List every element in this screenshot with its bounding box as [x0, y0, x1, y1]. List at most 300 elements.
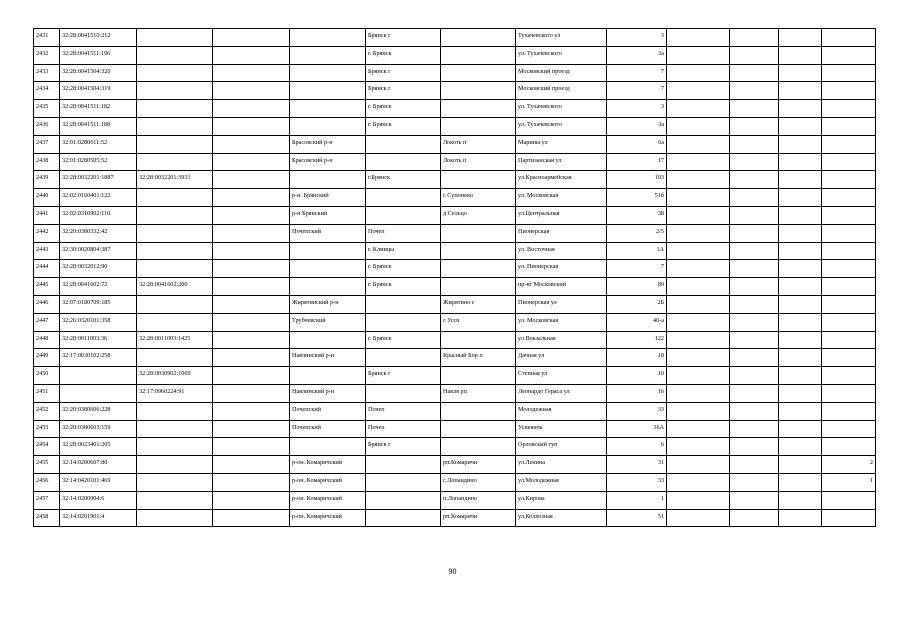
district-cell: р-он. Комаричский [290, 509, 366, 527]
row-number-cell: 2448 [34, 331, 60, 349]
cadastral-number-2-cell [137, 153, 213, 171]
house-number-cell: 33 [607, 473, 667, 491]
empty-cell [779, 171, 822, 189]
empty-cell [213, 82, 290, 100]
city-cell: г. Брянск [366, 278, 441, 296]
city-cell: Брянск г [366, 64, 441, 82]
empty-cell [213, 117, 290, 135]
empty-cell [213, 349, 290, 367]
settlement-cell [441, 331, 516, 349]
house-number-cell: 1А [607, 242, 667, 260]
district-cell: р-он. Комаричский [290, 456, 366, 474]
house-number-cell: 36А [607, 420, 667, 438]
street-cell: Усиевича [516, 420, 607, 438]
cadastral-number-2-cell: 32:28:0032201:3931 [137, 171, 213, 189]
cadastral-number-2-cell: 32:17:0960224:91 [137, 384, 213, 402]
district-cell: Трубчевский [290, 313, 366, 331]
house-number-cell: 7 [607, 260, 667, 278]
cadastral-number-cell: 32:28:0041504:319 [60, 82, 137, 100]
empty-cell [667, 64, 730, 82]
settlement-cell [441, 46, 516, 64]
settlement-cell [441, 278, 516, 296]
empty-cell [667, 189, 730, 207]
settlement-cell [441, 242, 516, 260]
table-row [34, 82, 876, 100]
row-number-cell: 2445 [34, 278, 60, 296]
empty-cell [730, 260, 779, 278]
house-number-cell: 17 [607, 153, 667, 171]
cadastral-number-2-cell [137, 420, 213, 438]
empty-cell [213, 367, 290, 385]
settlement-cell: д.Сельцо [441, 206, 516, 224]
street-cell: Молодежная [516, 402, 607, 420]
empty-cell [213, 420, 290, 438]
row-number-cell: 2439 [34, 171, 60, 189]
cadastral-number-cell: 32:14:0200904:6 [60, 491, 137, 509]
district-cell [290, 367, 366, 385]
district-cell [290, 331, 366, 349]
city-cell: Брянск г [366, 438, 441, 456]
house-number-cell: 89 [607, 278, 667, 296]
street-cell: ул.Ленина [516, 456, 607, 474]
table-row [34, 206, 876, 224]
city-cell: Почеп [366, 420, 441, 438]
street-cell: ул. Тухачевского [516, 46, 607, 64]
house-number-cell: 7 [607, 64, 667, 82]
settlement-cell: Жирятино с [441, 295, 516, 313]
extra-value-cell [822, 224, 876, 242]
city-cell [366, 491, 441, 509]
district-cell [290, 82, 366, 100]
city-cell: г. Брянск [366, 117, 441, 135]
extra-value-cell [822, 82, 876, 100]
empty-cell [667, 438, 730, 456]
district-cell: Брасовский р-н [290, 135, 366, 153]
city-cell: Брянск г [366, 82, 441, 100]
table-row [34, 491, 876, 509]
extra-value-cell [822, 260, 876, 278]
empty-cell [667, 100, 730, 118]
settlement-cell: рп.Комаричи [441, 456, 516, 474]
empty-cell [730, 29, 779, 47]
extra-value-cell [822, 117, 876, 135]
street-cell: Пионерская ул [516, 295, 607, 313]
cadastral-number-2-cell [137, 438, 213, 456]
city-cell [366, 153, 441, 171]
empty-cell [779, 384, 822, 402]
cadastral-number-2-cell [137, 473, 213, 491]
empty-cell [213, 402, 290, 420]
cadastral-number-2-cell [137, 46, 213, 64]
empty-cell [667, 491, 730, 509]
house-number-cell: 16 [607, 384, 667, 402]
empty-cell [779, 153, 822, 171]
empty-cell [667, 384, 730, 402]
cadastral-number-cell: 32:20:0380332:42 [60, 224, 137, 242]
city-cell [366, 473, 441, 491]
empty-cell [779, 456, 822, 474]
empty-cell [667, 473, 730, 491]
settlement-cell: с Супонево [441, 189, 516, 207]
house-number-cell: 38 [607, 206, 667, 224]
cadastral-number-cell: 32:28:0032012:90 [60, 260, 137, 278]
table-row [34, 224, 876, 242]
table-row [34, 509, 876, 527]
street-cell: ул.Кирова [516, 491, 607, 509]
district-cell [290, 64, 366, 82]
house-number-cell: 7 [607, 82, 667, 100]
row-number-cell: 2435 [34, 100, 60, 118]
settlement-cell [441, 420, 516, 438]
city-cell: Брянск г [366, 367, 441, 385]
registry-table [33, 28, 876, 527]
empty-cell [730, 82, 779, 100]
street-cell: Степная ул [516, 367, 607, 385]
empty-cell [667, 171, 730, 189]
row-number-cell: 2440 [34, 189, 60, 207]
cadastral-number-cell: 32:07:0180709:185 [60, 295, 137, 313]
empty-cell [779, 295, 822, 313]
empty-cell [730, 278, 779, 296]
empty-cell [779, 438, 822, 456]
extra-value-cell [822, 206, 876, 224]
row-number-cell: 2431 [34, 29, 60, 47]
empty-cell [667, 349, 730, 367]
street-cell: ул. Тухачевского [516, 117, 607, 135]
cadastral-number-2-cell [137, 491, 213, 509]
extra-value-cell [822, 384, 876, 402]
empty-cell [667, 242, 730, 260]
empty-cell [779, 402, 822, 420]
table-row [34, 331, 876, 349]
street-cell: ул.Вокзальная [516, 331, 607, 349]
cadastral-number-2-cell [137, 313, 213, 331]
empty-cell [730, 349, 779, 367]
city-cell: г. Брянск [366, 260, 441, 278]
empty-cell [213, 171, 290, 189]
empty-cell [213, 295, 290, 313]
empty-cell [213, 224, 290, 242]
row-number-cell: 2451 [34, 384, 60, 402]
street-cell: Пионерская [516, 224, 607, 242]
settlement-cell [441, 438, 516, 456]
cadastral-number-cell: 32:28:0023401:205 [60, 438, 137, 456]
row-number-cell: 2444 [34, 260, 60, 278]
extra-value-cell [822, 313, 876, 331]
cadastral-number-2-cell [137, 117, 213, 135]
empty-cell [667, 46, 730, 64]
house-number-cell: 3а [607, 46, 667, 64]
city-cell: г. Брянск [366, 331, 441, 349]
city-cell [366, 456, 441, 474]
table-row [34, 100, 876, 118]
house-number-cell: 10 [607, 367, 667, 385]
cadastral-number-cell: 32:28:0011003:36 [60, 331, 137, 349]
table-row [34, 64, 876, 82]
empty-cell [779, 64, 822, 82]
row-number-cell: 2442 [34, 224, 60, 242]
extra-value-cell [822, 438, 876, 456]
cadastral-number-cell: 32:14:0420101:469 [60, 473, 137, 491]
empty-cell [730, 331, 779, 349]
street-cell: Партизанская ул [516, 153, 607, 171]
empty-cell [779, 206, 822, 224]
street-cell: ул. Восточная [516, 242, 607, 260]
empty-cell [779, 135, 822, 153]
empty-cell [667, 206, 730, 224]
house-number-cell: 40-а [607, 313, 667, 331]
row-number-cell: 2453 [34, 420, 60, 438]
house-number-cell: 2Б [607, 295, 667, 313]
street-cell: ул. Московская [516, 189, 607, 207]
row-number-cell: 2438 [34, 153, 60, 171]
empty-cell [667, 367, 730, 385]
table-body [34, 29, 876, 527]
empty-cell [730, 189, 779, 207]
table-row [34, 402, 876, 420]
empty-cell [213, 29, 290, 47]
empty-cell [213, 456, 290, 474]
cadastral-number-2-cell: 32:28:0030902:1069 [137, 367, 213, 385]
row-number-cell: 2434 [34, 82, 60, 100]
cadastral-number-2-cell [137, 100, 213, 118]
extra-value-cell: 1 [822, 473, 876, 491]
street-cell: Орловский туп [516, 438, 607, 456]
settlement-cell [441, 82, 516, 100]
city-cell [366, 313, 441, 331]
extra-value-cell [822, 100, 876, 118]
empty-cell [730, 171, 779, 189]
empty-cell [730, 153, 779, 171]
settlement-cell: с.Лопандино [441, 473, 516, 491]
settlement-cell: рп.Комаричи [441, 509, 516, 527]
cadastral-number-cell: 32:02:0310902:110 [60, 206, 137, 224]
house-number-cell: 51б [607, 189, 667, 207]
empty-cell [779, 491, 822, 509]
cadastral-number-2-cell [137, 295, 213, 313]
district-cell [290, 100, 366, 118]
empty-cell [667, 331, 730, 349]
row-number-cell: 2447 [34, 313, 60, 331]
cadastral-number-2-cell [137, 224, 213, 242]
extra-value-cell: 2 [822, 456, 876, 474]
empty-cell [779, 278, 822, 296]
row-number-cell: 2441 [34, 206, 60, 224]
empty-cell [667, 29, 730, 47]
extra-value-cell [822, 491, 876, 509]
cadastral-number-cell: 32:28:0041504:320 [60, 64, 137, 82]
table-row [34, 260, 876, 278]
city-cell: Почеп [366, 402, 441, 420]
row-number-cell: 2436 [34, 117, 60, 135]
empty-cell [779, 242, 822, 260]
extra-value-cell [822, 153, 876, 171]
settlement-cell [441, 64, 516, 82]
settlement-cell [441, 224, 516, 242]
street-cell: Тухачевского ул [516, 29, 607, 47]
cadastral-number-2-cell [137, 29, 213, 47]
settlement-cell: с Усох [441, 313, 516, 331]
cadastral-number-cell: 32:20:0380603:159 [60, 420, 137, 438]
district-cell: Почепский [290, 420, 366, 438]
empty-cell [730, 135, 779, 153]
house-number-cell: 103 [607, 171, 667, 189]
row-number-cell: 2454 [34, 438, 60, 456]
cadastral-number-cell: 32:20:0380606:228 [60, 402, 137, 420]
cadastral-number-2-cell: 32:28:0011003:1425 [137, 331, 213, 349]
empty-cell [213, 153, 290, 171]
row-number-cell: 2446 [34, 295, 60, 313]
table-row [34, 117, 876, 135]
house-number-cell: 6 [607, 438, 667, 456]
district-cell [290, 438, 366, 456]
empty-cell [779, 224, 822, 242]
settlement-cell: Красный Бор п [441, 349, 516, 367]
street-cell: ул.Центральная [516, 206, 607, 224]
city-cell [366, 509, 441, 527]
cadastral-number-cell: 32:26:0320101:358 [60, 313, 137, 331]
district-cell: р-он. Комаричский [290, 473, 366, 491]
empty-cell [730, 456, 779, 474]
settlement-cell: Локоть п [441, 135, 516, 153]
row-number-cell: 2455 [34, 456, 60, 474]
empty-cell [779, 349, 822, 367]
extra-value-cell [822, 509, 876, 527]
empty-cell [213, 135, 290, 153]
extra-value-cell [822, 29, 876, 47]
cadastral-number-2-cell [137, 509, 213, 527]
empty-cell [667, 456, 730, 474]
row-number-cell: 2443 [34, 242, 60, 260]
empty-cell [667, 402, 730, 420]
district-cell [290, 171, 366, 189]
district-cell [290, 46, 366, 64]
empty-cell [779, 420, 822, 438]
empty-cell [779, 260, 822, 278]
cadastral-number-cell: 32:28:0041602:72 [60, 278, 137, 296]
street-cell: пр-кт Московский [516, 278, 607, 296]
empty-cell [213, 278, 290, 296]
city-cell: г. Брянск [366, 100, 441, 118]
cadastral-number-2-cell [137, 242, 213, 260]
city-cell [366, 295, 441, 313]
empty-cell [667, 260, 730, 278]
extra-value-cell [822, 171, 876, 189]
city-cell: Брянск г [366, 29, 441, 47]
empty-cell [213, 260, 290, 278]
empty-cell [213, 438, 290, 456]
empty-cell [730, 100, 779, 118]
city-cell [366, 206, 441, 224]
row-number-cell: 2437 [34, 135, 60, 153]
cadastral-number-cell: 32:28:0041511:196 [60, 46, 137, 64]
empty-cell [730, 313, 779, 331]
house-number-cell: 6а [607, 135, 667, 153]
empty-cell [667, 153, 730, 171]
empty-cell [779, 189, 822, 207]
row-number-cell: 2458 [34, 509, 60, 527]
empty-cell [213, 509, 290, 527]
empty-cell [667, 509, 730, 527]
house-number-cell: 31 [607, 456, 667, 474]
empty-cell [667, 420, 730, 438]
street-cell: Леонардо Гераса ул [516, 384, 607, 402]
table-row [34, 189, 876, 207]
table-row [34, 367, 876, 385]
table-row [34, 242, 876, 260]
empty-cell [779, 331, 822, 349]
street-cell: ул.Красноармейская [516, 171, 607, 189]
cadastral-number-2-cell: 32:28:0041602:200 [137, 278, 213, 296]
district-cell [290, 117, 366, 135]
house-number-cell: 3а [607, 117, 667, 135]
row-number-cell: 2433 [34, 64, 60, 82]
extra-value-cell [822, 349, 876, 367]
empty-cell [730, 242, 779, 260]
empty-cell [730, 206, 779, 224]
settlement-cell [441, 29, 516, 47]
extra-value-cell [822, 420, 876, 438]
extra-value-cell [822, 367, 876, 385]
cadastral-number-cell: 32:01:0280611:52 [60, 135, 137, 153]
cadastral-number-2-cell [137, 82, 213, 100]
cadastral-number-2-cell [137, 456, 213, 474]
house-number-cell: 51 [607, 509, 667, 527]
empty-cell [779, 117, 822, 135]
table-row [34, 29, 876, 47]
district-cell [290, 242, 366, 260]
cadastral-number-2-cell [137, 189, 213, 207]
settlement-cell [441, 367, 516, 385]
street-cell: ул. Пионерская [516, 260, 607, 278]
table-row [34, 135, 876, 153]
house-number-cell: 18 [607, 349, 667, 367]
table-row [34, 456, 876, 474]
extra-value-cell [822, 135, 876, 153]
extra-value-cell [822, 64, 876, 82]
district-cell: Навлинский р-н [290, 384, 366, 402]
empty-cell [213, 313, 290, 331]
empty-cell [730, 367, 779, 385]
street-cell: ул. Тухачевского [516, 100, 607, 118]
row-number-cell: 2432 [34, 46, 60, 64]
empty-cell [667, 135, 730, 153]
street-cell: Дачная ул [516, 349, 607, 367]
cadastral-number-2-cell [137, 64, 213, 82]
extra-value-cell [822, 242, 876, 260]
empty-cell [779, 100, 822, 118]
table-row [34, 438, 876, 456]
street-cell: Марины ул [516, 135, 607, 153]
cadastral-number-cell: 32:28:0041511:188 [60, 117, 137, 135]
empty-cell [213, 242, 290, 260]
city-cell [366, 135, 441, 153]
city-cell [366, 349, 441, 367]
street-cell: Московский проезд [516, 82, 607, 100]
settlement-cell [441, 260, 516, 278]
table-row [34, 46, 876, 64]
street-cell: ул. Московская [516, 313, 607, 331]
extra-value-cell [822, 402, 876, 420]
empty-cell [779, 313, 822, 331]
row-number-cell: 2450 [34, 367, 60, 385]
table-row [34, 349, 876, 367]
cadastral-number-2-cell [137, 402, 213, 420]
empty-cell [730, 491, 779, 509]
empty-cell [779, 82, 822, 100]
settlement-cell: п.Лопандино [441, 491, 516, 509]
district-cell: Брасовский р-н [290, 153, 366, 171]
